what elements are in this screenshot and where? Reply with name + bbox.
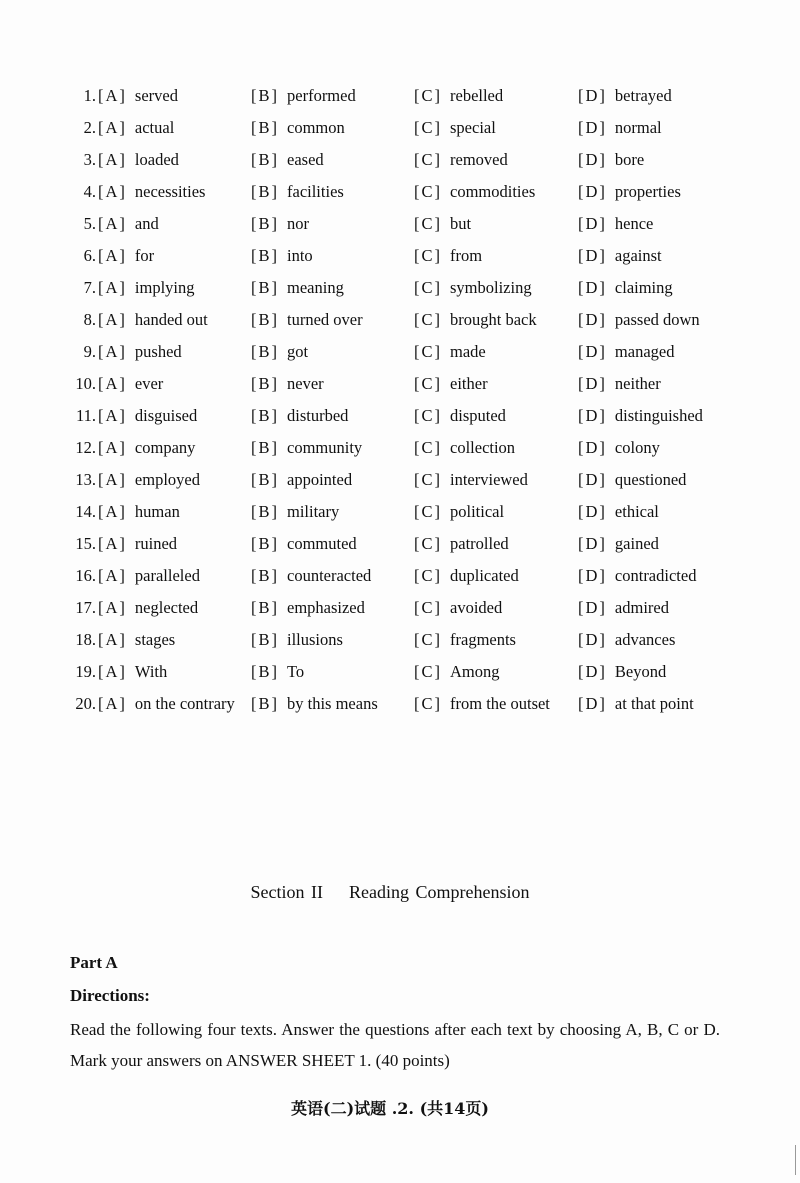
option-letter: [C] xyxy=(414,118,442,137)
option-letter: [A] xyxy=(98,86,127,105)
option-text: into xyxy=(287,246,313,265)
option-text: claiming xyxy=(614,278,673,297)
question-row xyxy=(64,560,744,592)
option-c xyxy=(414,470,578,490)
option-text: paralleled xyxy=(134,566,200,585)
option-text: Among xyxy=(450,662,500,681)
question-row xyxy=(64,656,744,688)
question-row xyxy=(64,688,744,720)
option-text: ruined xyxy=(134,534,178,553)
directions-label: Directions: xyxy=(70,986,150,1005)
option-text: admired xyxy=(614,598,669,617)
option-a xyxy=(98,438,251,458)
option-letter: [B] xyxy=(251,694,279,713)
option-a xyxy=(98,278,251,298)
option-b xyxy=(251,406,414,426)
option-a xyxy=(98,86,251,106)
question-number: 4. xyxy=(83,182,96,201)
option-b xyxy=(251,182,414,202)
option-text: disturbed xyxy=(287,406,349,425)
option-text: from xyxy=(450,246,483,265)
option-b xyxy=(251,374,414,394)
question-row xyxy=(64,304,744,336)
option-letter: [C] xyxy=(414,598,442,617)
option-letter: [B] xyxy=(251,534,279,553)
option-letter: [D] xyxy=(578,406,607,425)
option-letter: [D] xyxy=(578,534,607,553)
option-letter: [A] xyxy=(98,630,127,649)
option-letter: [D] xyxy=(578,150,607,169)
option-a xyxy=(98,310,251,330)
option-text: political xyxy=(450,502,505,521)
option-text: human xyxy=(134,502,180,521)
option-b xyxy=(251,694,414,714)
question-row xyxy=(64,400,744,432)
option-letter: [D] xyxy=(578,342,607,361)
option-c xyxy=(414,502,578,522)
question-number: 2. xyxy=(83,118,96,137)
option-text: distinguished xyxy=(614,406,703,425)
option-a xyxy=(98,214,251,234)
option-text: implying xyxy=(134,278,195,297)
option-letter: [C] xyxy=(414,502,442,521)
option-letter: [A] xyxy=(98,694,127,713)
option-text: counteracted xyxy=(287,566,372,585)
option-text: gained xyxy=(614,534,659,553)
option-text: actual xyxy=(134,118,175,137)
question-row xyxy=(64,432,744,464)
option-letter: [A] xyxy=(98,470,127,489)
option-letter: [C] xyxy=(414,534,442,553)
question-number: 19. xyxy=(75,662,96,681)
option-d xyxy=(578,310,728,330)
question-number: 15. xyxy=(75,534,96,553)
option-letter: [D] xyxy=(578,566,607,585)
option-text: military xyxy=(287,502,340,521)
option-letter: [B] xyxy=(251,438,279,457)
option-a xyxy=(98,598,251,618)
option-text: commuted xyxy=(287,534,357,553)
section-title xyxy=(0,882,780,903)
part-title: Part A xyxy=(70,953,118,972)
option-letter: [C] xyxy=(414,310,442,329)
option-c xyxy=(414,438,578,458)
option-letter: [A] xyxy=(98,214,127,233)
option-a xyxy=(98,406,251,426)
question-row xyxy=(64,592,744,624)
option-text: turned over xyxy=(287,310,363,329)
option-a xyxy=(98,694,251,714)
option-b xyxy=(251,150,414,170)
option-text: eased xyxy=(287,150,324,169)
option-letter: [A] xyxy=(98,310,127,329)
option-c xyxy=(414,662,578,682)
option-letter: [B] xyxy=(251,374,279,393)
option-text: ethical xyxy=(614,502,659,521)
option-letter: [A] xyxy=(98,118,127,137)
option-text: With xyxy=(134,662,168,681)
option-b xyxy=(251,86,414,106)
option-letter: [C] xyxy=(414,150,442,169)
question-number: 8. xyxy=(83,310,96,329)
option-letter: [C] xyxy=(414,630,442,649)
option-letter: [A] xyxy=(98,534,127,553)
question-row xyxy=(64,176,744,208)
option-letter: [C] xyxy=(414,406,442,425)
option-d xyxy=(578,534,728,554)
option-text: illusions xyxy=(287,630,343,649)
option-d xyxy=(578,438,728,458)
option-letter: [C] xyxy=(414,662,442,681)
question-row xyxy=(64,624,744,656)
option-d xyxy=(578,662,728,682)
option-c xyxy=(414,406,578,426)
option-d xyxy=(578,470,728,490)
option-letter: [C] xyxy=(414,246,442,265)
option-text: on the contrary xyxy=(134,694,235,713)
option-letter: [B] xyxy=(251,86,279,105)
option-text: hence xyxy=(614,214,654,233)
option-a xyxy=(98,630,251,650)
page-footer: 英语(二)试题 .2. (共14页) xyxy=(291,1099,489,1118)
option-letter: [A] xyxy=(98,566,127,585)
option-letter: [A] xyxy=(98,278,127,297)
option-text: common xyxy=(287,118,345,137)
option-letter: [D] xyxy=(578,630,607,649)
question-row xyxy=(64,144,744,176)
option-letter: [B] xyxy=(251,310,279,329)
option-letter: [A] xyxy=(98,406,127,425)
question-number: 18. xyxy=(75,630,96,649)
option-text: community xyxy=(287,438,363,457)
question-row xyxy=(64,368,744,400)
question-number: 11. xyxy=(75,406,96,425)
option-letter: [A] xyxy=(98,246,127,265)
question-number: 13. xyxy=(75,470,96,489)
option-c xyxy=(414,246,578,266)
option-letter: [A] xyxy=(98,374,127,393)
option-b xyxy=(251,534,414,554)
option-b xyxy=(251,118,414,138)
option-a xyxy=(98,246,251,266)
option-b xyxy=(251,630,414,650)
option-text: ever xyxy=(134,374,164,393)
option-text: neither xyxy=(614,374,661,393)
option-c xyxy=(414,630,578,650)
option-letter: [D] xyxy=(578,246,607,265)
option-d xyxy=(578,150,728,170)
option-a xyxy=(98,566,251,586)
option-d xyxy=(578,182,728,202)
option-b xyxy=(251,662,414,682)
option-d xyxy=(578,502,728,522)
option-text: at that point xyxy=(614,694,694,713)
option-letter: [A] xyxy=(98,662,127,681)
option-text: betrayed xyxy=(614,86,672,105)
option-letter: [C] xyxy=(414,342,442,361)
directions-text: Read the following four texts. Answer the questions after each text by choosing A, B, C or D. Mark your answers on ANSWER SHEET 1. (40 points) xyxy=(70,1020,720,1070)
option-a xyxy=(98,534,251,554)
option-letter: [B] xyxy=(251,630,279,649)
option-text: and xyxy=(134,214,159,233)
option-letter: [B] xyxy=(251,246,279,265)
option-text: symbolizing xyxy=(450,278,532,297)
question-row xyxy=(64,240,744,272)
option-b xyxy=(251,470,414,490)
option-letter: [C] xyxy=(414,278,442,297)
option-c xyxy=(414,118,578,138)
option-letter: [B] xyxy=(251,278,279,297)
option-text: bore xyxy=(614,150,645,169)
option-letter: [A] xyxy=(98,438,127,457)
scan-edge-line xyxy=(795,1145,796,1175)
option-letter: [B] xyxy=(251,150,279,169)
question-number: 12. xyxy=(75,438,96,457)
question-number: 6. xyxy=(83,246,96,265)
option-b xyxy=(251,598,414,618)
option-d xyxy=(578,246,728,266)
option-a xyxy=(98,374,251,394)
option-c xyxy=(414,86,578,106)
option-text: questioned xyxy=(614,470,687,489)
option-letter: [B] xyxy=(251,406,279,425)
option-text: fragments xyxy=(450,630,516,649)
question-row xyxy=(64,496,744,528)
option-text: employed xyxy=(134,470,200,489)
option-text: normal xyxy=(614,118,662,137)
option-text: but xyxy=(450,214,472,233)
option-c xyxy=(414,310,578,330)
option-a xyxy=(98,182,251,202)
section-number: Section II xyxy=(250,882,323,902)
option-text: advances xyxy=(614,630,676,649)
option-c xyxy=(414,534,578,554)
option-a xyxy=(98,470,251,490)
option-letter: [C] xyxy=(414,214,442,233)
option-d xyxy=(578,86,728,106)
option-d xyxy=(578,374,728,394)
option-text: To xyxy=(287,662,305,681)
option-letter: [B] xyxy=(251,662,279,681)
option-text: contradicted xyxy=(614,566,697,585)
option-b xyxy=(251,566,414,586)
option-d xyxy=(578,278,728,298)
option-text: Beyond xyxy=(614,662,667,681)
option-text: for xyxy=(134,246,155,265)
question-row xyxy=(64,80,744,112)
option-text: got xyxy=(287,342,309,361)
option-letter: [D] xyxy=(578,118,607,137)
option-c xyxy=(414,278,578,298)
option-letter: [B] xyxy=(251,182,279,201)
option-letter: [A] xyxy=(98,182,127,201)
option-letter: [A] xyxy=(98,342,127,361)
option-b xyxy=(251,214,414,234)
question-number: 16. xyxy=(75,566,96,585)
question-number: 5. xyxy=(83,214,96,233)
option-text: loaded xyxy=(134,150,179,169)
option-b xyxy=(251,438,414,458)
option-text: pushed xyxy=(134,342,182,361)
option-letter: [B] xyxy=(251,470,279,489)
option-text: collection xyxy=(450,438,516,457)
option-text: avoided xyxy=(450,598,503,617)
question-number: 1. xyxy=(83,86,96,105)
option-b xyxy=(251,246,414,266)
option-letter: [C] xyxy=(414,374,442,393)
option-text: special xyxy=(450,118,496,137)
option-a xyxy=(98,342,251,362)
option-letter: [B] xyxy=(251,502,279,521)
option-text: properties xyxy=(614,182,681,201)
option-text: disputed xyxy=(450,406,506,425)
option-text: performed xyxy=(287,86,356,105)
question-row xyxy=(64,208,744,240)
option-c xyxy=(414,182,578,202)
question-row xyxy=(64,336,744,368)
option-text: either xyxy=(450,374,488,393)
option-text: served xyxy=(134,86,178,105)
option-letter: [D] xyxy=(578,694,607,713)
option-d xyxy=(578,694,728,714)
option-text: managed xyxy=(614,342,675,361)
option-text: removed xyxy=(450,150,508,169)
option-letter: [D] xyxy=(578,598,607,617)
question-row xyxy=(64,464,744,496)
option-text: handed out xyxy=(134,310,208,329)
option-text: neglected xyxy=(134,598,199,617)
option-text: disguised xyxy=(134,406,198,425)
option-d xyxy=(578,598,728,618)
option-d xyxy=(578,118,728,138)
option-b xyxy=(251,342,414,362)
option-text: patrolled xyxy=(450,534,509,553)
option-b xyxy=(251,502,414,522)
option-letter: [D] xyxy=(578,278,607,297)
option-letter: [B] xyxy=(251,342,279,361)
option-text: from the outset xyxy=(450,694,550,713)
option-c xyxy=(414,342,578,362)
option-text: company xyxy=(134,438,196,457)
option-a xyxy=(98,118,251,138)
option-letter: [D] xyxy=(578,86,607,105)
option-letter: [D] xyxy=(578,470,607,489)
option-d xyxy=(578,630,728,650)
option-letter: [B] xyxy=(251,598,279,617)
option-letter: [D] xyxy=(578,662,607,681)
question-number: 9. xyxy=(83,342,96,361)
option-letter: [B] xyxy=(251,118,279,137)
option-text: interviewed xyxy=(450,470,528,489)
option-letter: [A] xyxy=(98,150,127,169)
question-number: 3. xyxy=(83,150,96,169)
option-letter: [D] xyxy=(578,502,607,521)
option-letter: [D] xyxy=(578,374,607,393)
option-text: never xyxy=(287,374,324,393)
option-letter: [A] xyxy=(98,502,127,521)
option-d xyxy=(578,406,728,426)
option-text: nor xyxy=(287,214,309,233)
option-letter: [C] xyxy=(414,182,442,201)
option-c xyxy=(414,598,578,618)
option-text: facilities xyxy=(287,182,344,201)
option-b xyxy=(251,310,414,330)
option-text: commodities xyxy=(450,182,536,201)
question-row xyxy=(64,112,744,144)
option-text: necessities xyxy=(134,182,206,201)
option-text: stages xyxy=(134,630,176,649)
option-a xyxy=(98,502,251,522)
option-d xyxy=(578,342,728,362)
option-letter: [D] xyxy=(578,214,607,233)
question-number: 20. xyxy=(75,694,96,713)
option-letter: [D] xyxy=(578,310,607,329)
option-text: emphasized xyxy=(287,598,365,617)
option-text: duplicated xyxy=(450,566,519,585)
option-text: against xyxy=(614,246,662,265)
question-row xyxy=(64,272,744,304)
option-letter: [C] xyxy=(414,566,442,585)
option-text: colony xyxy=(614,438,660,457)
option-c xyxy=(414,150,578,170)
option-c xyxy=(414,374,578,394)
option-letter: [B] xyxy=(251,214,279,233)
question-number: 10. xyxy=(75,374,96,393)
option-d xyxy=(578,566,728,586)
option-text: meaning xyxy=(287,278,344,297)
option-text: appointed xyxy=(287,470,353,489)
section-name: Reading Comprehension xyxy=(349,882,530,902)
option-letter: [C] xyxy=(414,438,442,457)
option-text: rebelled xyxy=(450,86,504,105)
option-text: brought back xyxy=(450,310,537,329)
option-c xyxy=(414,214,578,234)
option-c xyxy=(414,566,578,586)
option-letter: [C] xyxy=(414,470,442,489)
option-text: by this means xyxy=(287,694,378,713)
option-letter: [A] xyxy=(98,598,127,617)
option-text: made xyxy=(450,342,486,361)
option-letter: [D] xyxy=(578,182,607,201)
option-a xyxy=(98,150,251,170)
option-text: passed down xyxy=(614,310,700,329)
question-row xyxy=(64,528,744,560)
cloze-options-list xyxy=(64,80,744,720)
question-number: 14. xyxy=(75,502,96,521)
option-d xyxy=(578,214,728,234)
option-b xyxy=(251,278,414,298)
question-number: 7. xyxy=(83,278,96,297)
question-number: 17. xyxy=(75,598,96,617)
option-letter: [C] xyxy=(414,694,442,713)
option-c xyxy=(414,694,578,714)
option-a xyxy=(98,662,251,682)
option-letter: [C] xyxy=(414,86,442,105)
option-letter: [D] xyxy=(578,438,607,457)
option-letter: [B] xyxy=(251,566,279,585)
